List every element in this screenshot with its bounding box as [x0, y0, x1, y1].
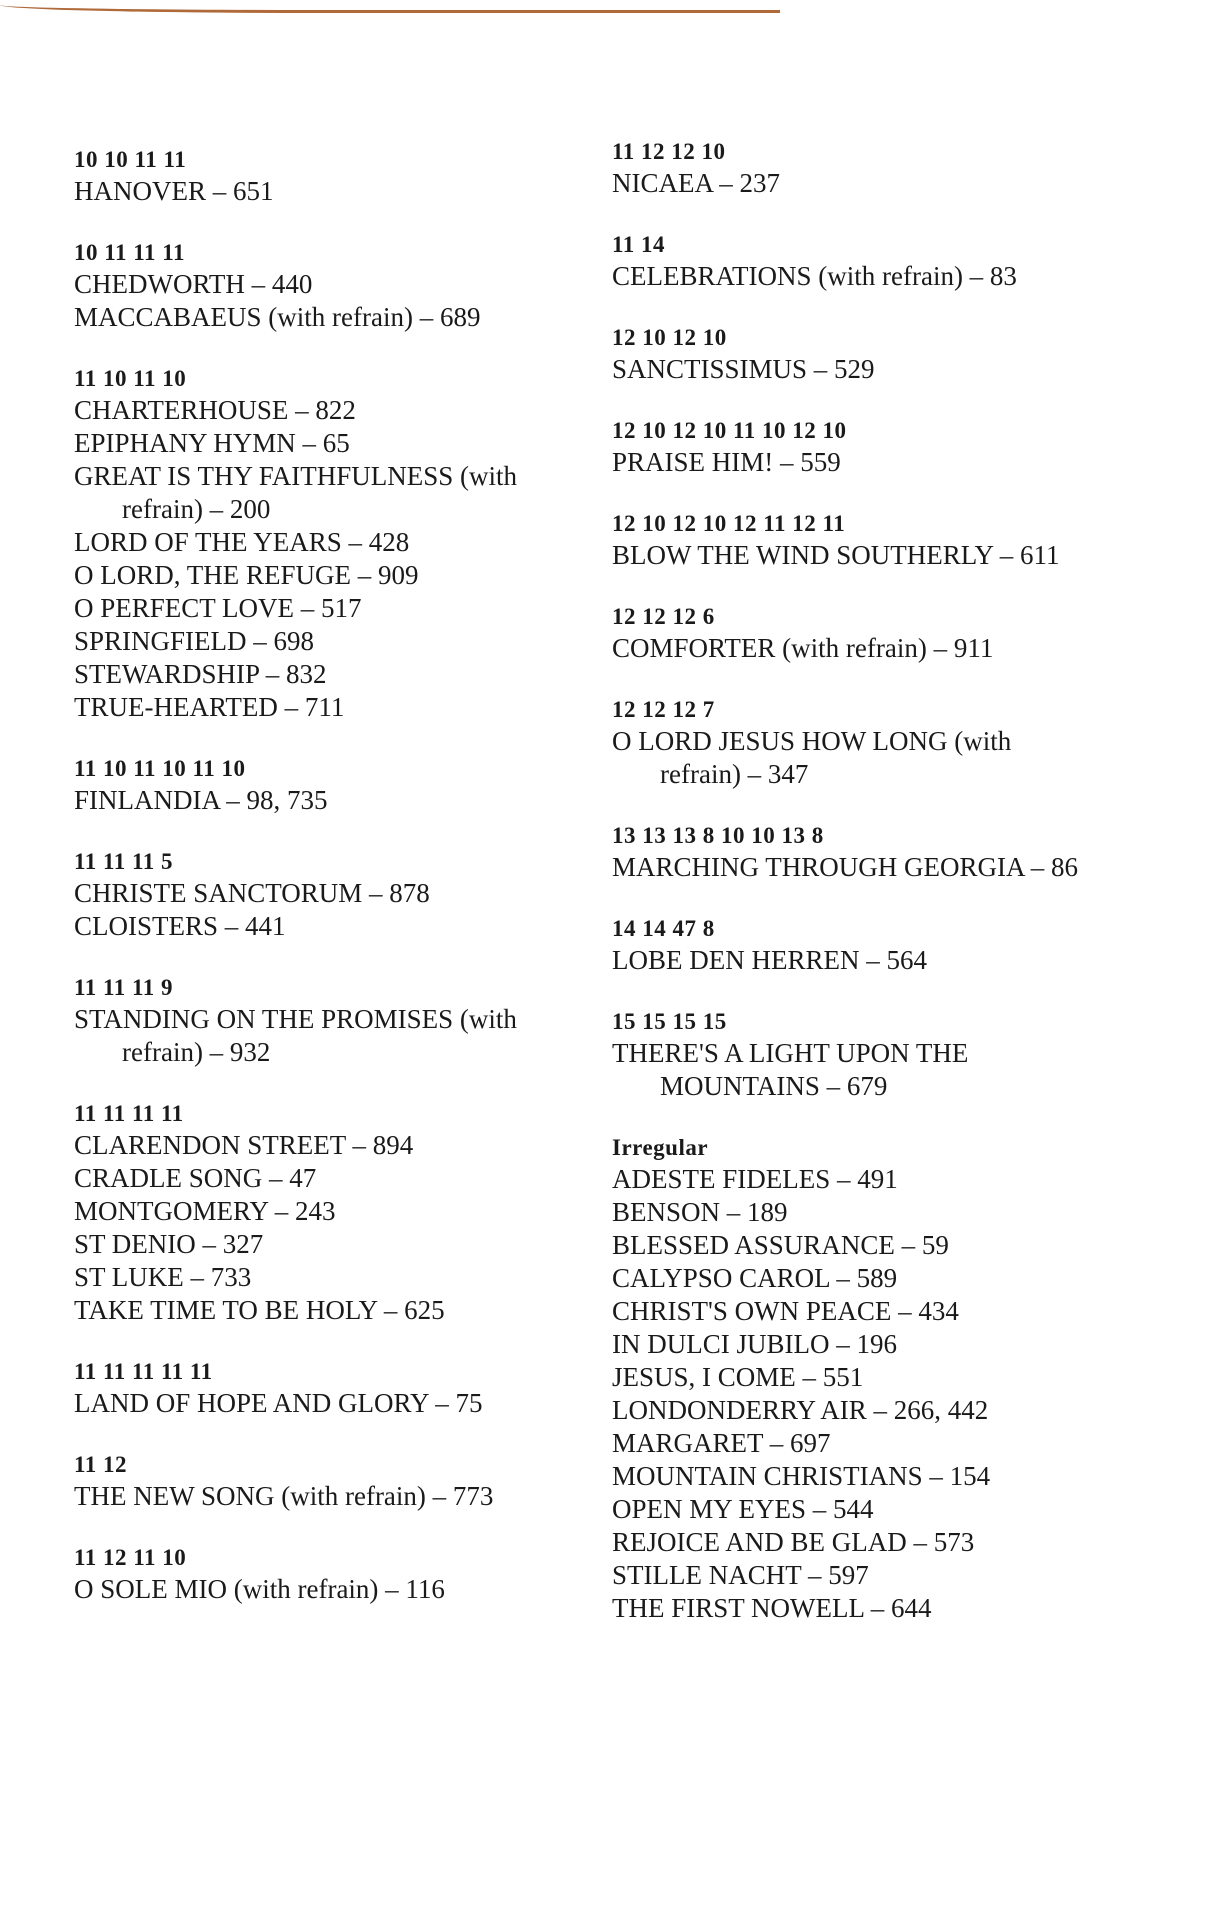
tune-entry: COMFORTER (with refrain) – 911 [612, 633, 994, 663]
tune-entry: EPIPHANY HYMN – 65 [74, 428, 350, 458]
tune-entry: CRADLE SONG – 47 [74, 1163, 317, 1193]
tune-entry: SPRINGFIELD – 698 [74, 626, 315, 656]
tune-entry: LAND OF HOPE AND GLORY – 75 [74, 1388, 483, 1418]
tune-entry: TRUE-HEARTED – 711 [74, 692, 345, 722]
meter-heading: 11 10 11 10 [74, 366, 187, 391]
meter-section [612, 1133, 1172, 1625]
meter-section [74, 145, 574, 208]
tune-entry: CLOISTERS – 441 [74, 911, 286, 941]
meter-heading: 12 10 12 10 [612, 325, 727, 350]
tune-entry: ST DENIO – 327 [74, 1229, 264, 1259]
meter-heading: 11 11 11 9 [74, 975, 173, 1000]
tune-entry: CELEBRATIONS (with refrain) – 83 [612, 261, 1017, 291]
tune-entry: MONTGOMERY – 243 [74, 1196, 336, 1226]
meter-section [612, 821, 1172, 884]
tune-entry: LORD OF THE YEARS – 428 [74, 527, 410, 557]
right-column [612, 137, 1172, 1655]
tune-entry: MARCHING THROUGH GEORGIA – 86 [612, 852, 1079, 882]
top-edge-rule [0, 0, 780, 13]
tune-entry: REJOICE AND BE GLAD – 573 [612, 1527, 975, 1557]
meter-heading: 15 15 15 15 [612, 1009, 727, 1034]
meter-section [74, 1357, 574, 1420]
meter-section [74, 1543, 574, 1606]
tune-entry: CLARENDON STREET – 894 [74, 1130, 414, 1160]
tune-entry: FINLANDIA – 98, 735 [74, 785, 328, 815]
meter-section [74, 1450, 574, 1513]
tune-entry: BENSON – 189 [612, 1197, 788, 1227]
meter-heading: 11 14 [612, 232, 665, 257]
tune-entry: STANDING ON THE PROMISES (with [74, 1004, 517, 1034]
tune-entry: ST LUKE – 733 [74, 1262, 252, 1292]
meter-heading: 11 12 12 10 [612, 139, 726, 164]
meter-section [612, 914, 1172, 977]
meter-heading: 12 10 12 10 11 10 12 10 [612, 418, 847, 443]
tune-entry: LONDONDERRY AIR – 266, 442 [612, 1395, 989, 1425]
tune-entry: THE NEW SONG (with refrain) – 773 [74, 1481, 494, 1511]
tune-entry: PRAISE HIM! – 559 [612, 447, 841, 477]
tune-entry: CALYPSO CAROL – 589 [612, 1263, 898, 1293]
meter-heading: 14 14 47 8 [612, 916, 715, 941]
meter-heading: 10 11 11 11 [74, 240, 185, 265]
tune-entry: O LORD JESUS HOW LONG (with [612, 726, 1012, 756]
tune-entry: STILLE NACHT – 597 [612, 1560, 869, 1590]
meter-section [612, 602, 1172, 665]
left-column [74, 145, 574, 1636]
tune-entry-continuation: refrain) – 932 [122, 1037, 271, 1067]
tune-entry: ADESTE FIDELES – 491 [612, 1164, 898, 1194]
meter-heading: 11 12 [74, 1452, 127, 1477]
meter-section [612, 509, 1172, 572]
tune-entry-continuation: refrain) – 200 [122, 494, 271, 524]
meter-section [74, 973, 574, 1069]
meter-heading: 11 11 11 5 [74, 849, 173, 874]
tune-entry: STEWARDSHIP – 832 [74, 659, 327, 689]
meter-section [74, 364, 574, 724]
tune-entry-continuation: MOUNTAINS – 679 [660, 1071, 888, 1101]
tune-entry: SANCTISSIMUS – 529 [612, 354, 875, 384]
meter-section [612, 230, 1172, 293]
tune-entry: CHARTERHOUSE – 822 [74, 395, 356, 425]
tune-entry: CHEDWORTH – 440 [74, 269, 313, 299]
tune-entry: IN DULCI JUBILO – 196 [612, 1329, 897, 1359]
tune-entry: THE FIRST NOWELL – 644 [612, 1593, 932, 1623]
tune-entry: BLOW THE WIND SOUTHERLY – 611 [612, 540, 1060, 570]
tune-entry: LOBE DEN HERREN – 564 [612, 945, 927, 975]
meter-heading: 13 13 13 8 10 10 13 8 [612, 823, 824, 848]
tune-entry: CHRISTE SANCTORUM – 878 [74, 878, 430, 908]
tune-entry: O PERFECT LOVE – 517 [74, 593, 362, 623]
meter-section [74, 238, 574, 334]
meter-heading: 11 10 11 10 11 10 [74, 756, 246, 781]
meter-heading: 11 11 11 11 [74, 1101, 184, 1126]
tune-entry: MACCABAEUS (with refrain) – 689 [74, 302, 481, 332]
meter-heading: 11 12 11 10 [74, 1545, 187, 1570]
tune-entry: MARGARET – 697 [612, 1428, 831, 1458]
meter-heading: 12 12 12 7 [612, 697, 715, 722]
tune-entry: HANOVER – 651 [74, 176, 274, 206]
tune-entry: O SOLE MIO (with refrain) – 116 [74, 1574, 445, 1604]
tune-entry: BLESSED ASSURANCE – 59 [612, 1230, 949, 1260]
tune-entry: JESUS, I COME – 551 [612, 1362, 864, 1392]
tune-entry: THERE'S A LIGHT UPON THE [612, 1038, 969, 1068]
meter-heading: 12 10 12 10 12 11 12 11 [612, 511, 846, 536]
tune-entry: MOUNTAIN CHRISTIANS – 154 [612, 1461, 991, 1491]
meter-heading: 11 11 11 11 11 [74, 1359, 213, 1384]
tune-entry: GREAT IS THY FAITHFULNESS (with [74, 461, 518, 491]
meter-section [612, 695, 1172, 791]
tune-entry-continuation: refrain) – 347 [660, 759, 809, 789]
meter-heading: 12 12 12 6 [612, 604, 715, 629]
tune-entry: OPEN MY EYES – 544 [612, 1494, 874, 1524]
meter-section [74, 754, 574, 817]
meter-section [612, 137, 1172, 200]
meter-section [612, 323, 1172, 386]
meter-heading: 10 10 11 11 [74, 147, 187, 172]
meter-section [74, 847, 574, 943]
meter-section [74, 1099, 574, 1327]
meter-section [612, 1007, 1172, 1103]
tune-entry: O LORD, THE REFUGE – 909 [74, 560, 419, 590]
meter-heading: Irregular [612, 1135, 709, 1160]
meter-section [612, 416, 1172, 479]
tune-entry: NICAEA – 237 [612, 168, 780, 198]
tune-entry: CHRIST'S OWN PEACE – 434 [612, 1296, 959, 1326]
tune-entry: TAKE TIME TO BE HOLY – 625 [74, 1295, 445, 1325]
